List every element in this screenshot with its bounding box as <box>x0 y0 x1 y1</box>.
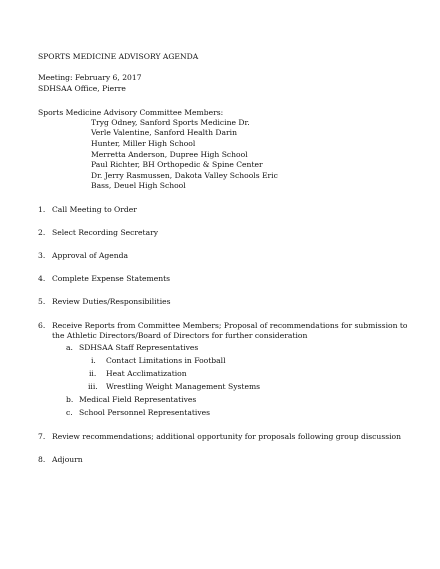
roman-item-text: Wrestling Weight Management Systems <box>106 382 261 391</box>
agenda-item-text: Complete Expense Statements <box>52 274 171 283</box>
agenda-item-number: 4. <box>38 274 46 283</box>
sub-item-text: Medical Field Representatives <box>79 395 197 404</box>
committee-line: Merretta Anderson, Dupree High School <box>91 150 248 159</box>
agenda-item-number: 5. <box>38 297 46 306</box>
agenda-item-text: Review recommendations; additional opportunity for proposals following group discussion <box>52 432 402 441</box>
agenda-item-text: Receive Reports from Committee Members; Proposal of recommendations for submission to <box>52 321 408 330</box>
sub-item-letter: c. <box>66 408 73 417</box>
committee-line: Verle Valentine, Sanford Health Darin <box>91 128 237 137</box>
agenda-item-number: 7. <box>38 432 46 441</box>
agenda-item-number: 3. <box>38 251 46 260</box>
agenda-item-text: Call Meeting to Order <box>52 205 137 214</box>
sub-item-text: SDHSAA Staff Representatives <box>79 343 199 352</box>
agenda-item-text-continued: the Athletic Directors/Board of Directors for further consideration <box>52 331 308 340</box>
agenda-item-number: 2. <box>38 228 46 237</box>
meeting-date: Meeting: February 6, 2017 <box>38 73 142 82</box>
meeting-location: SDHSAA Office, Pierre <box>38 84 126 93</box>
document-title: SPORTS MEDICINE ADVISORY AGENDA <box>38 52 199 61</box>
roman-item-number: iii. <box>88 382 98 391</box>
agenda-item-number: 6. <box>38 321 46 330</box>
committee-line: Hunter, Miller High School <box>91 139 196 148</box>
agenda-item-number: 8. <box>38 455 46 464</box>
agenda-item-text: Select Recording Secretary <box>52 228 159 237</box>
committee-heading: Sports Medicine Advisory Committee Members: <box>38 108 224 117</box>
roman-item-number: i. <box>91 356 96 365</box>
committee-line: Paul Richter, BH Orthopedic & Spine Center <box>91 160 263 169</box>
agenda-item-number: 1. <box>38 205 46 214</box>
agenda-item-text: Adjourn <box>52 455 83 464</box>
agenda-item-text: Review Duties/Responsibilities <box>52 297 171 306</box>
roman-item-text: Contact Limitations in Football <box>106 356 226 365</box>
sub-item-letter: b. <box>66 395 74 404</box>
committee-line: Tryg Odney, Sanford Sports Medicine Dr. <box>91 118 250 127</box>
committee-line: Bass, Deuel High School <box>91 181 186 190</box>
roman-item-number: ii. <box>89 369 97 378</box>
committee-line: Dr. Jerry Rasmussen, Dakota Valley Schools Eric <box>91 171 278 180</box>
sub-item-letter: a. <box>66 343 73 352</box>
roman-item-text: Heat Acclimatization <box>106 369 187 378</box>
agenda-item-text: Approval of Agenda <box>52 251 128 260</box>
sub-item-text: School Personnel Representatives <box>79 408 211 417</box>
